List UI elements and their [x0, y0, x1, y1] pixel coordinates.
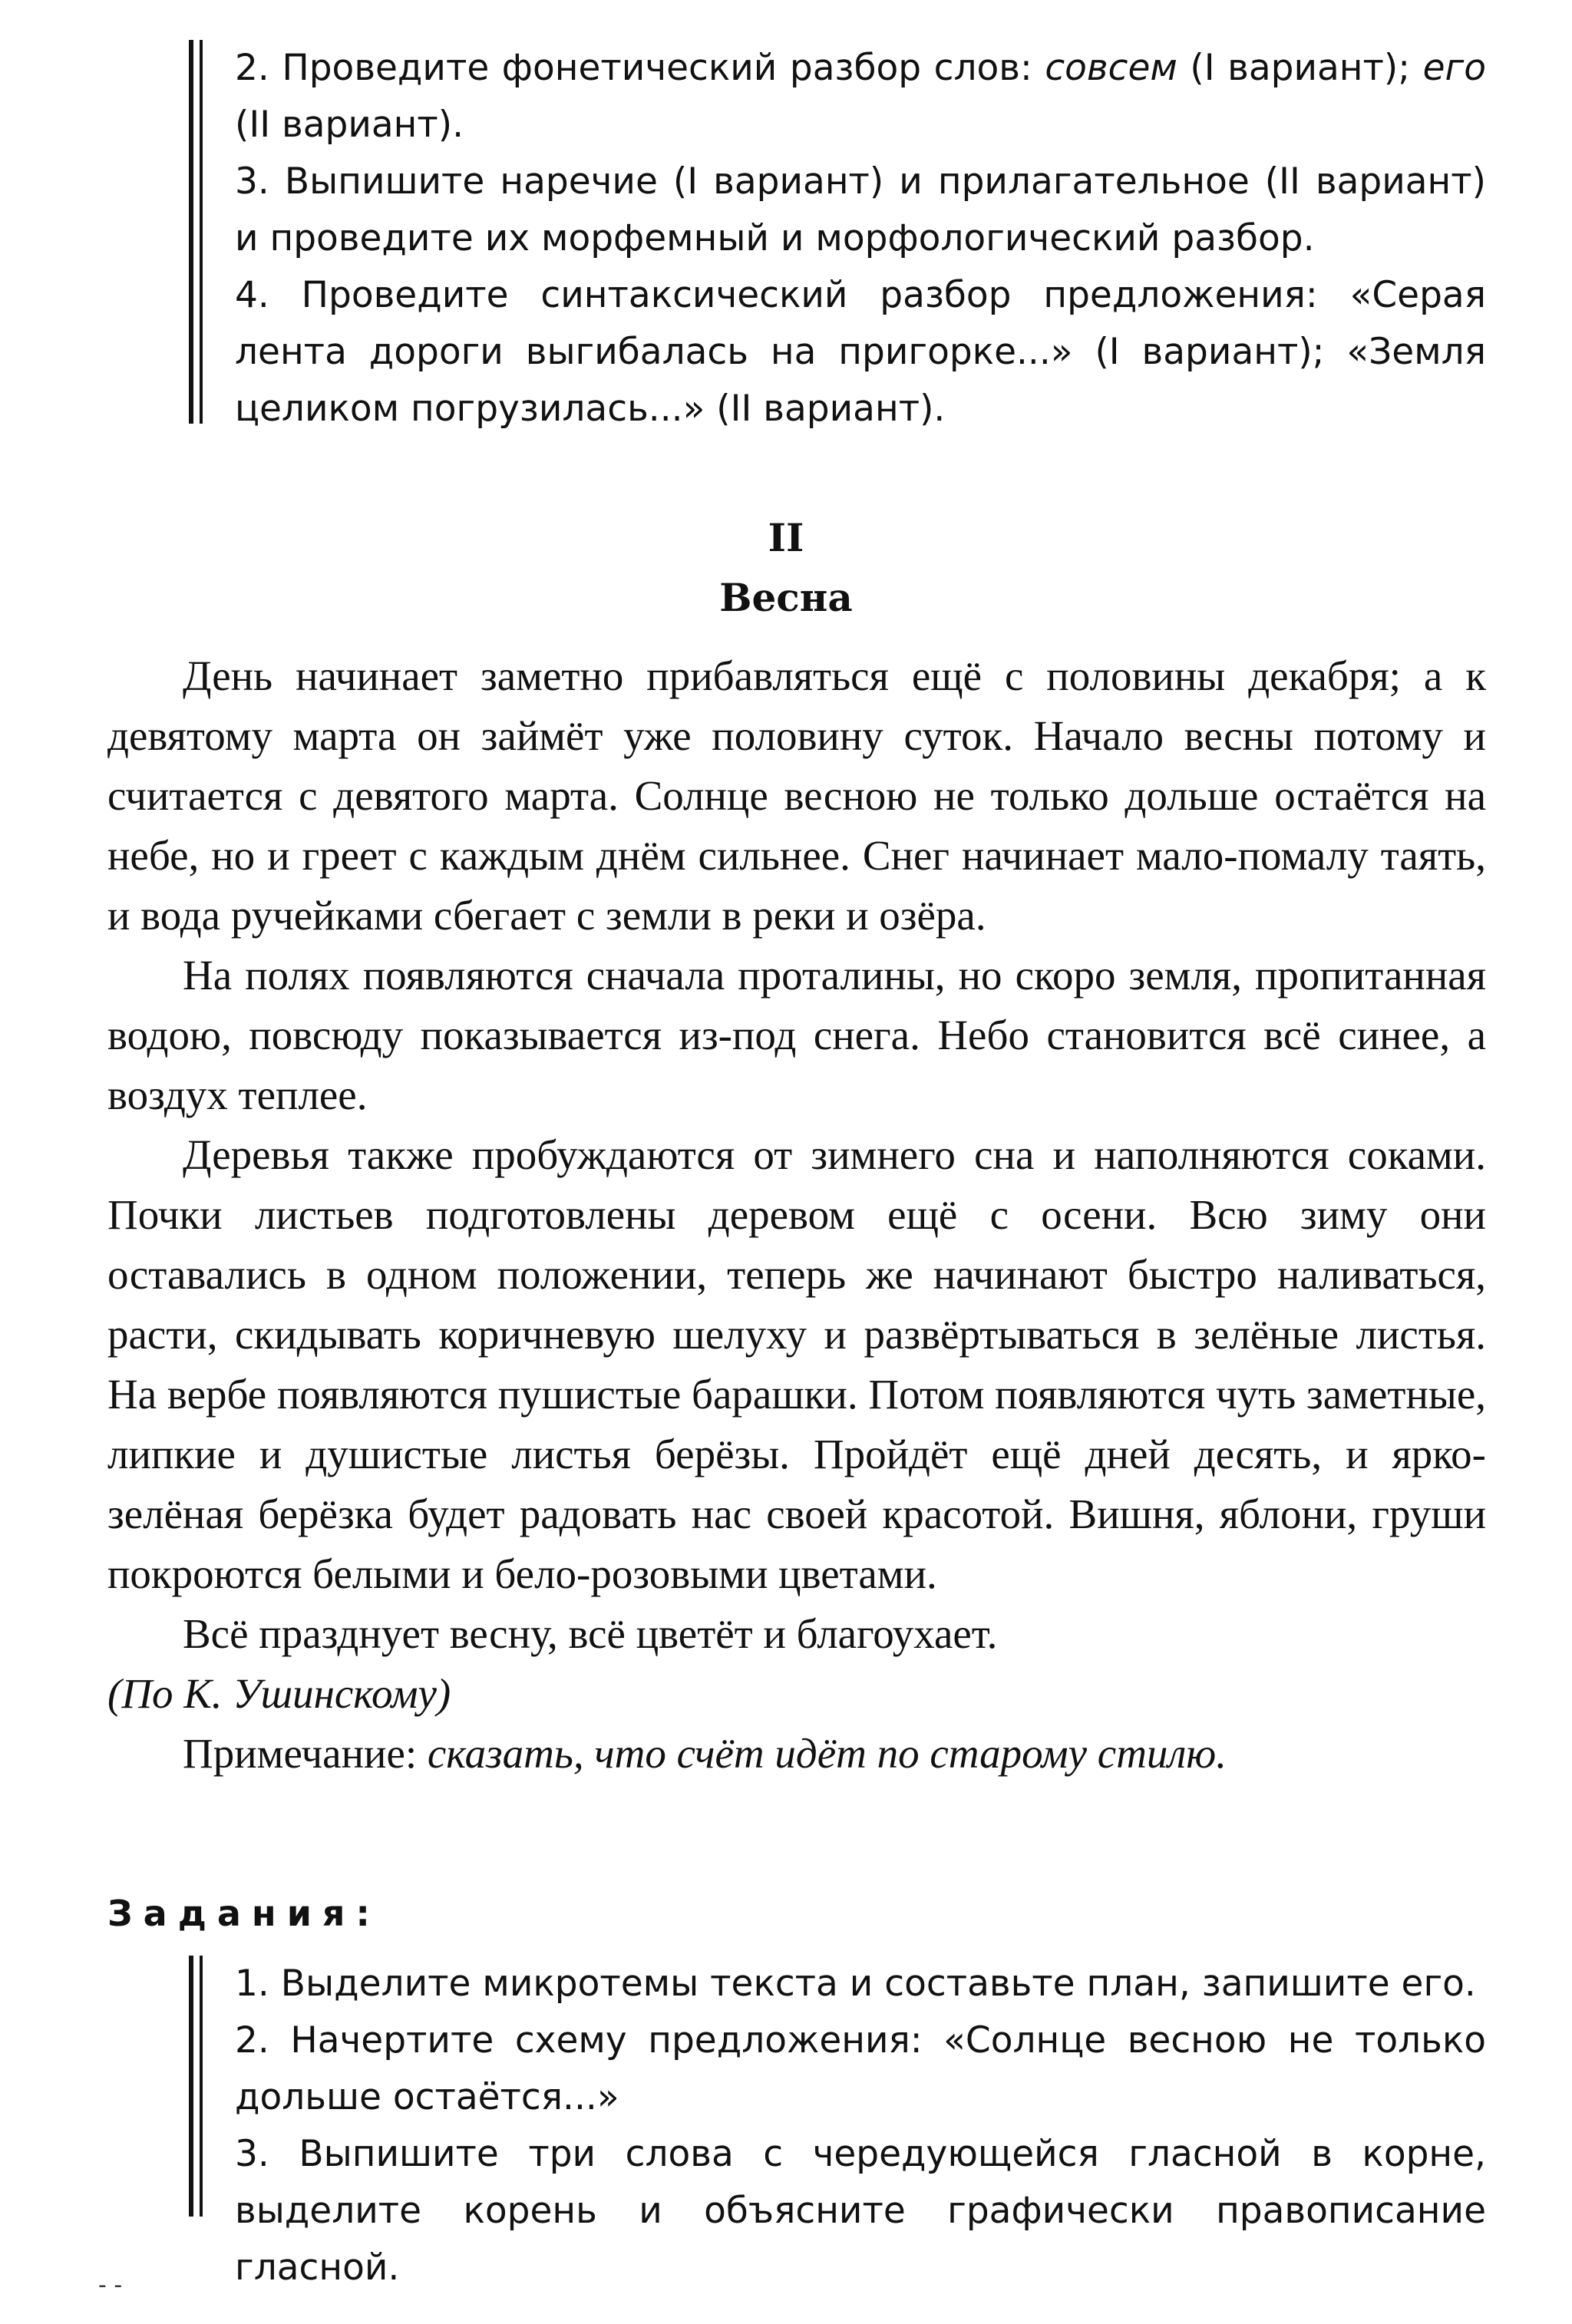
note-label: Примечание: [183, 1730, 428, 1777]
task-text: (II вариант). [235, 104, 464, 146]
task-item-2 [235, 40, 1486, 154]
task-word-italic: совсем [1045, 47, 1177, 89]
paragraph-3: Деревья также пробуждаются от зимнего сна и наполняются соками. Почки листьев подготовлены деревом ещё с осени. Всю зиму они оставались в одном положении, теперь же начинают быстро наливаться, расти, скидывать коричневую шелуху и развёртываться в зелёные листья. На вербе появляются пушистые барашки. Потом появляются чуть заметные, липкие и душистые листья берёзы. Пройдёт ещё дней десять, и ярко-зелёная берёзка будет радовать нас своей красотой. Вишня, яблони, груши покроются белыми и бело-розовыми цветами. [107, 1131, 1486, 1597]
task-word-italic: его [1422, 47, 1487, 89]
paragraph-2: На полях появляются сначала проталины, но скоро земля, пропитанная водою, повсюду показывается из-под снега. Небо становится всё синее, а воздух теплее. [107, 952, 1486, 1118]
corner-mark: - - [98, 2272, 123, 2299]
tasks-bottom-list [235, 1956, 1486, 2296]
note [107, 1724, 1486, 1784]
section-title: Весна [719, 575, 853, 620]
tasks-bottom-block [189, 1956, 1486, 2289]
note-text: сказать, что счёт идёт по старому стилю. [427, 1730, 1227, 1777]
task-item-3: 3. Выпишите три слова с чередующейся гласной в корне, выделите корень и объясните графически правописание гласной. [235, 2133, 1486, 2289]
double-rule-right [200, 40, 203, 424]
tasks-heading: Задания: [107, 1893, 381, 1934]
task-item-3: 3. Выпишите наречие (I вариант) и прилагательное (II вариант) и проведите их морфемный и морфологический разбор. [235, 160, 1486, 259]
task-item-2: 2. Начертите схему предложения: «Солнце весною не только дольше остаётся...» [235, 2019, 1486, 2118]
tasks-top-block [189, 40, 1487, 430]
tasks-top-list [235, 40, 1486, 437]
double-rule-left [189, 40, 193, 424]
paragraph-4: Всё празднует весну, всё цветёт и благоухает. [183, 1610, 998, 1657]
task-item-1: 1. Выделите микротемы текста и составьте план, запишите его. [235, 1963, 1476, 2005]
task-item-4: 4. Проведите синтаксический разбор предложения: «Серая лента дороги выгибалась на пригорке...» (I вариант); «Земля целиком погрузилась...» (II вариант). [235, 274, 1486, 430]
main-text [107, 646, 1486, 1784]
task-text: (I вариант); [1177, 47, 1423, 89]
double-rule-right [200, 1956, 203, 2217]
paragraph-1: День начинает заметно прибавляться ещё с половины декабря; а к девятому марта он займёт уже половину суток. Начало весны потому и считается с девятого марта. Солнце весною не только дольше остаётся на небе, но и греет с каждым днём сильнее. Снег начинает мало-помалу таять, и вода ручейками сбегает с земли в реки и озёра. [107, 652, 1486, 939]
section-number: II [768, 515, 804, 560]
task-text: 2. Проведите фонетический разбор слов: [235, 47, 1045, 89]
attribution: (По К. Ушинскому) [107, 1670, 451, 1717]
double-rule-left [189, 1956, 193, 2217]
